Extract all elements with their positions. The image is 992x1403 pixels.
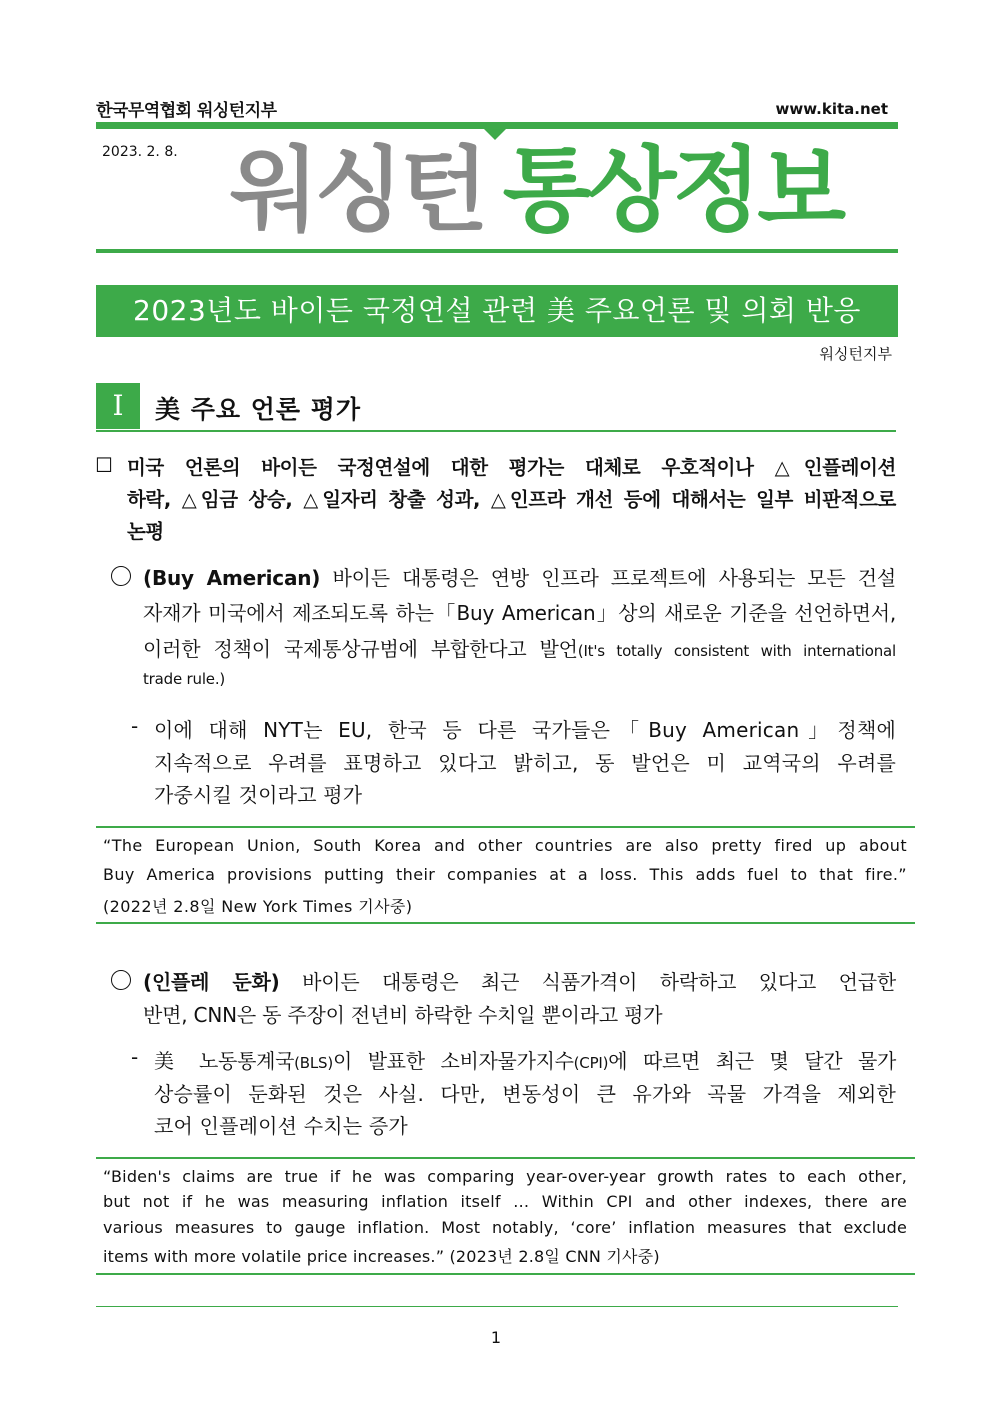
item2-topic: (인플레 둔화) xyxy=(143,970,280,994)
item2-line: 반면, CNN은 동 주장이 전년비 하락한 수치일 뿐이라고 평가 xyxy=(143,1003,663,1027)
item2-sub-line xyxy=(154,1045,896,1074)
dash-bullet: - xyxy=(131,1045,139,1069)
item1-text: 바이든 대통령은 연방 인프라 프로젝트에 사용되는 모든 건설 xyxy=(320,566,897,590)
section-number-badge: Ⅰ xyxy=(96,383,140,429)
quote-line: “The European Union, South Korea and other countries are also pretty fired up about xyxy=(103,836,907,855)
organization-name: 한국무역협회 워싱턴지부 xyxy=(96,101,277,121)
quote-line: items with more volatile price increases.” (2023년 2.8일 CNN 기사중) xyxy=(103,1247,660,1266)
department-label: 워싱턴지부 xyxy=(819,345,892,363)
report-title: 2023년도 바이든 국정연설 관련 美 주요언론 및 의회 반응 xyxy=(96,285,898,337)
item2-sub-text: 이 발표한 소비자물가지수 xyxy=(333,1049,574,1073)
item2-line xyxy=(143,966,896,995)
dash-bullet: - xyxy=(131,714,139,738)
item2-abbrev: (CPI) xyxy=(573,1054,609,1072)
page-number: 1 xyxy=(490,1328,502,1347)
item1-sub-line: 지속적으로 우려를 표명하고 있다고 밝히고, 동 발언은 미 교역국의 우려를 xyxy=(154,751,896,775)
header-rule xyxy=(96,122,898,129)
checkbox-bullet-icon: ☐ xyxy=(95,453,113,477)
item2-abbrev: (BLS) xyxy=(294,1054,334,1072)
item1-sub-line: 가중시킬 것이라고 평가 xyxy=(154,783,363,807)
section-title: 美 주요 언론 평가 xyxy=(155,395,362,424)
masthead-logo xyxy=(230,137,843,244)
circle-bullet-icon xyxy=(111,566,131,586)
item1-line xyxy=(143,562,896,591)
masthead-word-washington: 워싱턴 xyxy=(230,137,485,244)
item2-sub-text: 에 따르면 최근 몇 달간 물가 xyxy=(608,1049,896,1073)
item1-line: trade rule.) xyxy=(143,670,226,688)
footer-rule xyxy=(96,1306,898,1307)
masthead-rule xyxy=(96,249,898,253)
summary-line: 미국 언론의 바이든 국정연설에 대한 평가는 대체로 우호적이나 △인플레이션 xyxy=(127,456,896,479)
section-rule xyxy=(96,430,896,432)
item2-sub-line: 상승률이 둔화된 것은 사실. 다만, 변동성이 큰 유가와 곡물 가격을 제외한 xyxy=(154,1082,896,1106)
quote-line: (2022년 2.8일 New York Times 기사중) xyxy=(103,897,413,916)
item1-topic: (Buy American) xyxy=(143,566,321,590)
quote-line: Buy America provisions putting their companies at a loss. This adds fuel to that fire.” xyxy=(103,865,907,884)
summary-line: 논평 xyxy=(127,520,164,543)
item2-sub-line: 코어 인플레이션 수치는 증가 xyxy=(154,1114,408,1138)
item1-sub-line: 이에 대해 NYT는 EU, 한국 등 다른 국가들은「Buy American」정책에 xyxy=(154,718,896,742)
circle-bullet-icon xyxy=(111,970,131,990)
item1-text: 이러한 정책이 국제통상규범에 부합한다고 발언 xyxy=(143,637,578,661)
masthead-word-trade-info: 통상정보 xyxy=(502,137,843,244)
item1-line xyxy=(143,633,896,662)
quote-line: “Biden's claims are true if he was comparing year-over-year growth rates to each other, xyxy=(103,1167,907,1186)
website-url: www.kita.net xyxy=(775,100,888,118)
quote-line: but not if he was measuring inflation itself … Within CPI and other indexes, there are xyxy=(103,1192,907,1211)
item2-text: 바이든 대통령은 최근 식품가격이 하락하고 있다고 언급한 xyxy=(279,970,896,994)
item1-quote-en: (It's totally consistent with international xyxy=(577,642,896,660)
item1-line: 자재가 미국에서 제조되도록 하는「Buy American」상의 새로운 기준을 선언하면서, xyxy=(143,601,896,625)
item2-sub-text: 美 노동통계국 xyxy=(154,1049,295,1073)
summary-line: 하락, △임금 상승, △일자리 창출 성과, △인프라 개선 등에 대해서는 일부 비판적으로 xyxy=(127,488,896,511)
quote-line: various measures to gauge inflation. Most notably, ‘core’ inflation measures that exclude xyxy=(103,1218,907,1237)
publication-date: 2023. 2. 8. xyxy=(102,144,178,160)
